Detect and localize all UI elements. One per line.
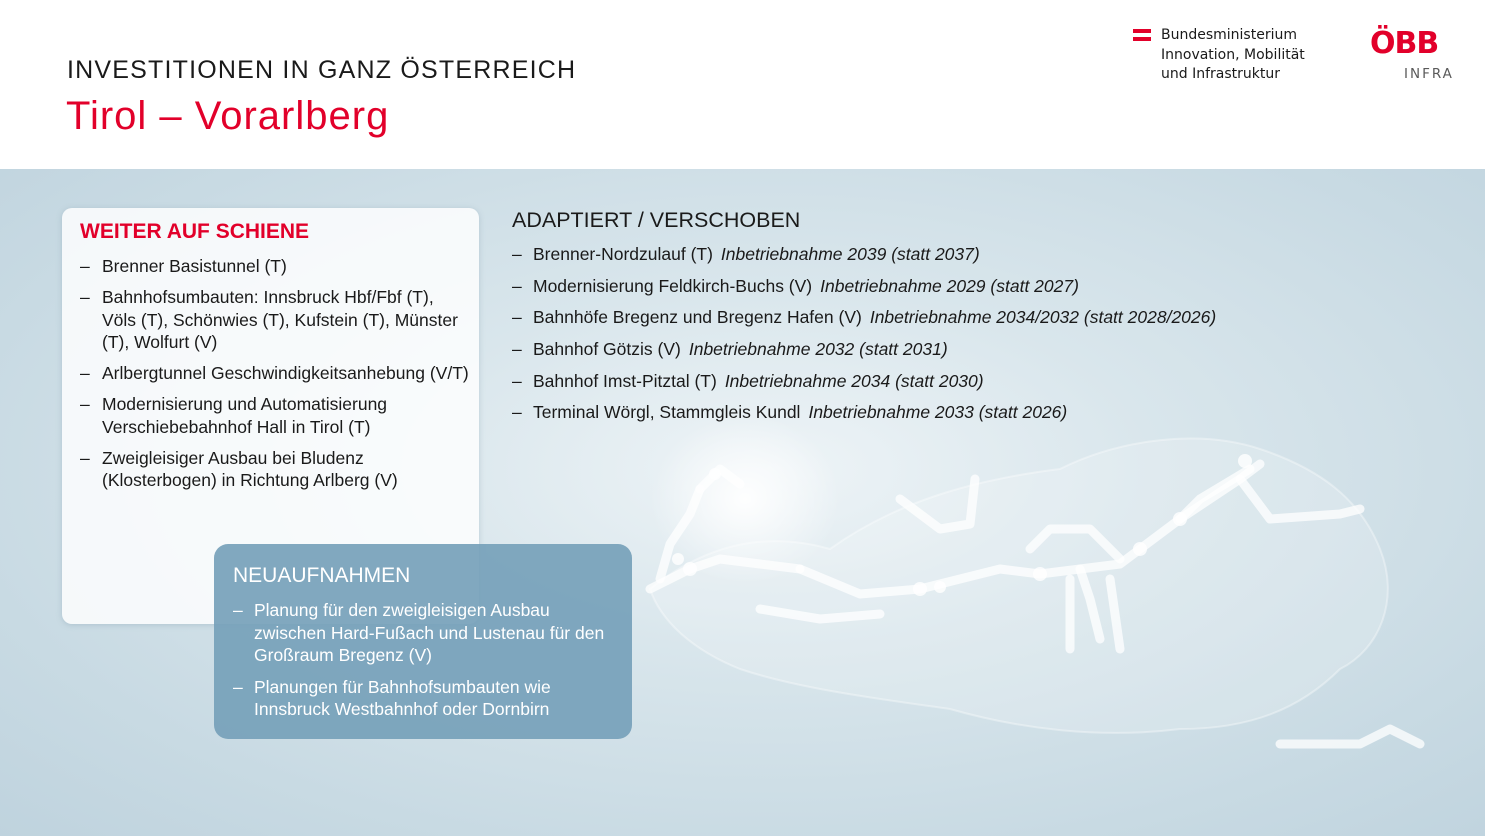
project-name: Brenner-Nordzulauf (T) <box>533 244 713 264</box>
project-detail: Inbetriebnahme 2039 (statt 2037) <box>720 244 980 264</box>
ministry-line: Bundesministerium <box>1161 27 1297 43</box>
project-name: Bahnhof Götzis (V) <box>533 339 681 360</box>
obb-logo-sub: INFRA <box>1404 66 1454 82</box>
list-item: – Planung für den zweigleisigen Ausbau zwischen Hard-Fußach und Lustenau für den Großraum Bregenz (V) <box>233 599 618 667</box>
list-item <box>512 401 1462 423</box>
list-item: – Modernisierung und Automatisierung Verschiebebahnhof Hall in Tirol (T) <box>80 393 470 438</box>
list-item <box>512 370 1462 392</box>
project-name: Bahnhof Imst-Pitztal (T) <box>533 370 717 391</box>
list-item: – Arlbergtunnel Geschwindigkeitsanhebung (V/T) <box>80 362 470 385</box>
project-name: Modernisierung Feldkirch-Buchs (V) <box>533 275 813 296</box>
list-item <box>512 306 1462 328</box>
project-detail: Inbetriebnahme 2029 (statt 2027) <box>820 275 1079 296</box>
adapt-list <box>512 243 1462 433</box>
project-detail: Inbetriebnahme 2034/2032 (statt 2028/2026) <box>869 307 1217 328</box>
list-item: – Bahnhofsumbauten: Innsbruck Hbf/Fbf (T), Völs (T), Schönwies (T), Kufstein (T), Münster (T), Wolfurt (V) <box>80 286 470 354</box>
slide-header <box>0 0 1485 169</box>
obb-logo-mark: ÖBB <box>1370 26 1439 61</box>
list-item <box>512 243 1462 265</box>
neu-list <box>233 599 618 730</box>
list-item: – Zweigleisiger Ausbau bei Bludenz (Klosterbogen) in Richtung Arlberg (V) <box>80 447 470 492</box>
neu-heading: NEUAUFNAHMEN <box>233 564 411 587</box>
ministry-name <box>1161 26 1361 85</box>
project-detail: Inbetriebnahme 2033 (statt 2026) <box>808 402 1068 423</box>
adapt-heading: ADAPTIERT / VERSCHOBEN <box>512 208 801 232</box>
neuaufnahmen-card <box>214 544 632 739</box>
list-item <box>512 275 1462 297</box>
austrian-flag-icon <box>1133 29 1151 41</box>
slide-title: Tirol – Vorarlberg <box>66 94 390 138</box>
list-item <box>512 338 1462 360</box>
obb-infra-logo <box>1370 26 1460 86</box>
list-item: – Planungen für Bahnhofsumbauten wie Innsbruck Westbahnhof oder Dornbirn <box>233 676 618 721</box>
project-name: Bahnhöfe Bregenz und Bregenz Hafen (V) <box>533 307 862 328</box>
list-item: – Brenner Basistunnel (T) <box>80 255 470 278</box>
ministry-line: und Infrastruktur <box>1161 66 1280 82</box>
project-name: Terminal Wörgl, Stammgleis Kundl <box>533 402 801 423</box>
project-detail: Inbetriebnahme 2034 (statt 2030) <box>724 370 984 391</box>
weiter-heading: WEITER AUF SCHIENE <box>80 220 310 243</box>
project-detail: Inbetriebnahme 2032 (statt 2031) <box>688 339 948 360</box>
ministry-line: Innovation, Mobilität <box>1161 46 1305 63</box>
slide-kicker: INVESTITIONEN IN GANZ ÖSTERREICH <box>67 56 577 84</box>
weiter-list <box>80 255 470 500</box>
